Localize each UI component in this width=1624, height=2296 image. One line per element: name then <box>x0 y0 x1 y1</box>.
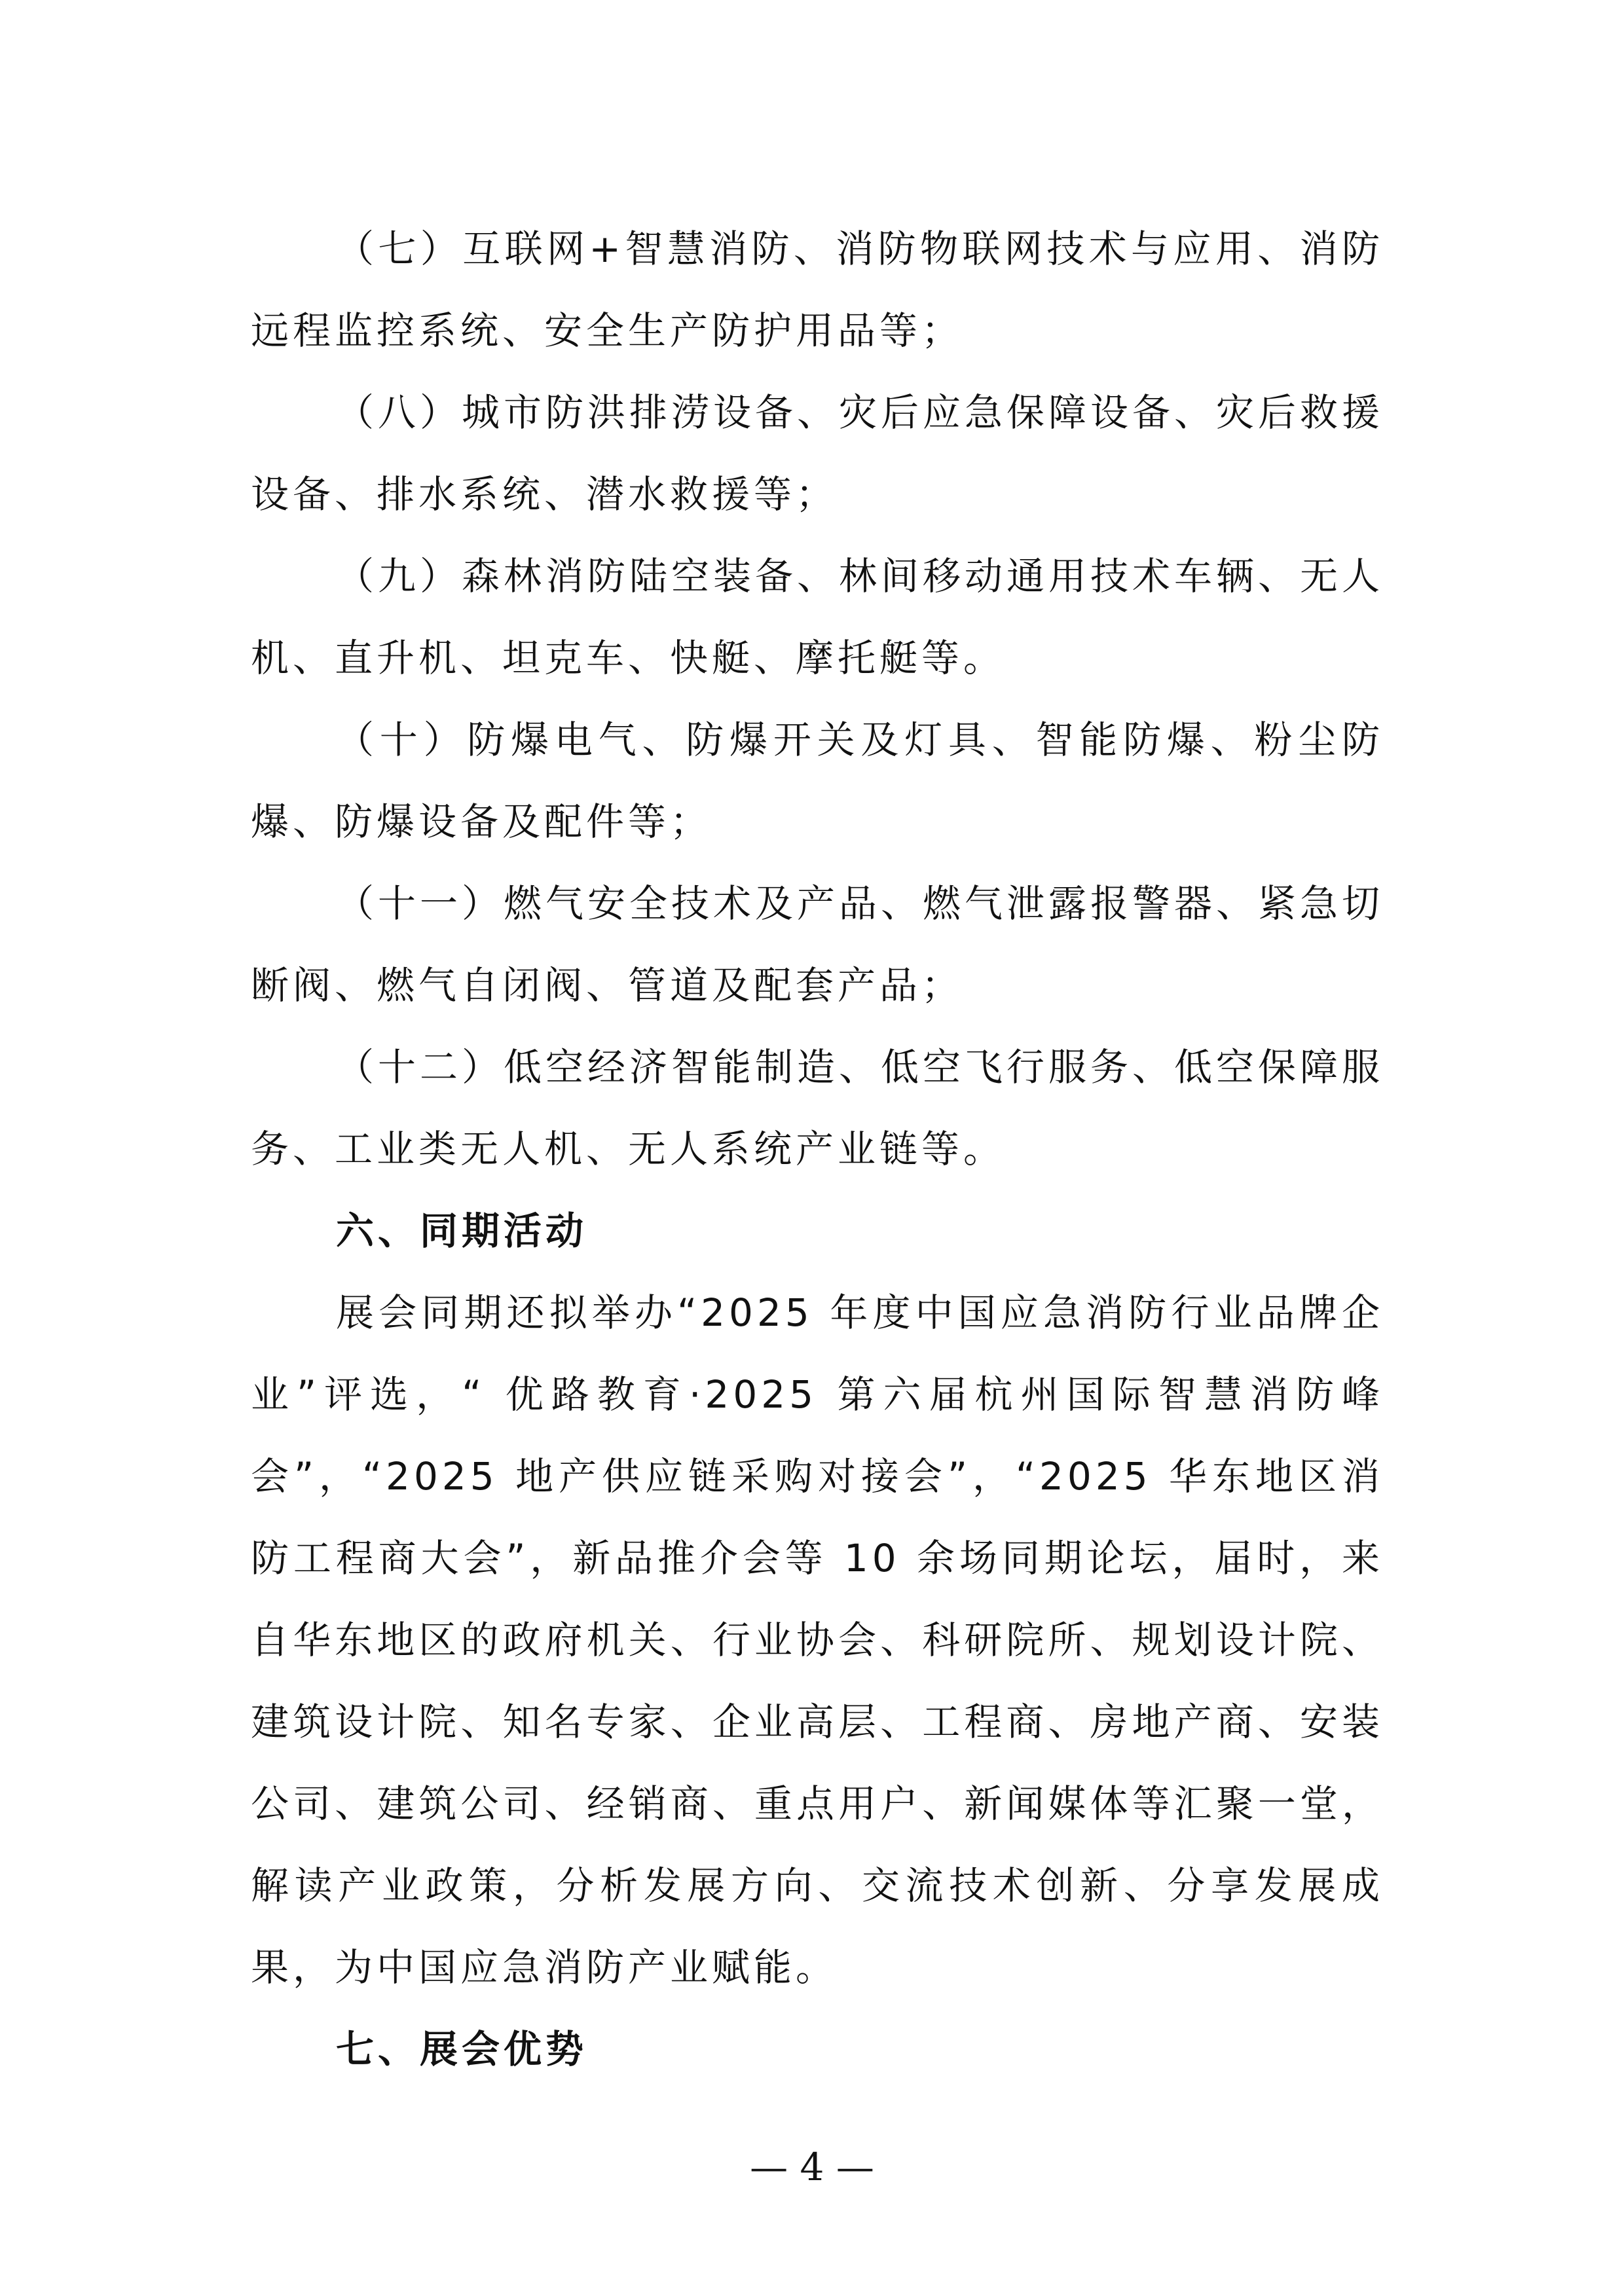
section-heading-concurrent-events: 六、同期活动 <box>336 1209 588 1253</box>
list-item-9: （九）森林消防陆空装备、林间移动通用技术车辆、无人机、直升机、坦克车、快艇、摩托艇等。 <box>251 554 1384 680</box>
list-item-7: （七）互联网+智慧消防、消防物联网技术与应用、消防远程监控系统、安全生产防护用品等； <box>251 227 1384 353</box>
document-body <box>251 208 1384 2090</box>
list-item-11: （十一）燃气安全技术及产品、燃气泄露报警器、紧急切断阀、燃气自闭阀、管道及配套产品； <box>251 881 1384 1008</box>
page-number: — 4 — <box>750 2145 874 2189</box>
list-item-12: （十二）低空经济智能制造、低空飞行服务、低空保障服务、工业类无人机、无人系统产业链等。 <box>251 1045 1384 1171</box>
section-body-concurrent-events: 展会同期还拟举办“2025 年度中国应急消防行业品牌企业”评选，“ 优路教育·2025 第六届杭州国际智慧消防峰会”，“2025 地产供应链采购对接会”，“2025 华东地区消防工程商大会”，新品推介会等 10 余场同期论坛，届时，来自华东地区的政府机关、行业协会、科研院所、规划设计院、建筑设计院、知名专家、企业高层、工程商、房地产商、安装公司、建筑公司、经销商、重点用户、新闻媒体等汇聚一堂，解读产业政策，分析发展方向、交流技术创新、分享发展成果，为中国应急消防产业赋能。 <box>251 1290 1384 1990</box>
list-item-8: （八）城市防洪排涝设备、灾后应急保障设备、灾后救援设备、排水系统、潜水救援等； <box>251 390 1384 517</box>
list-item-10: （十）防爆电气、防爆开关及灯具、智能防爆、粉尘防爆、防爆设备及配件等； <box>251 718 1384 844</box>
section-heading-exhibition-advantages: 七、展会优势 <box>336 2027 588 2071</box>
